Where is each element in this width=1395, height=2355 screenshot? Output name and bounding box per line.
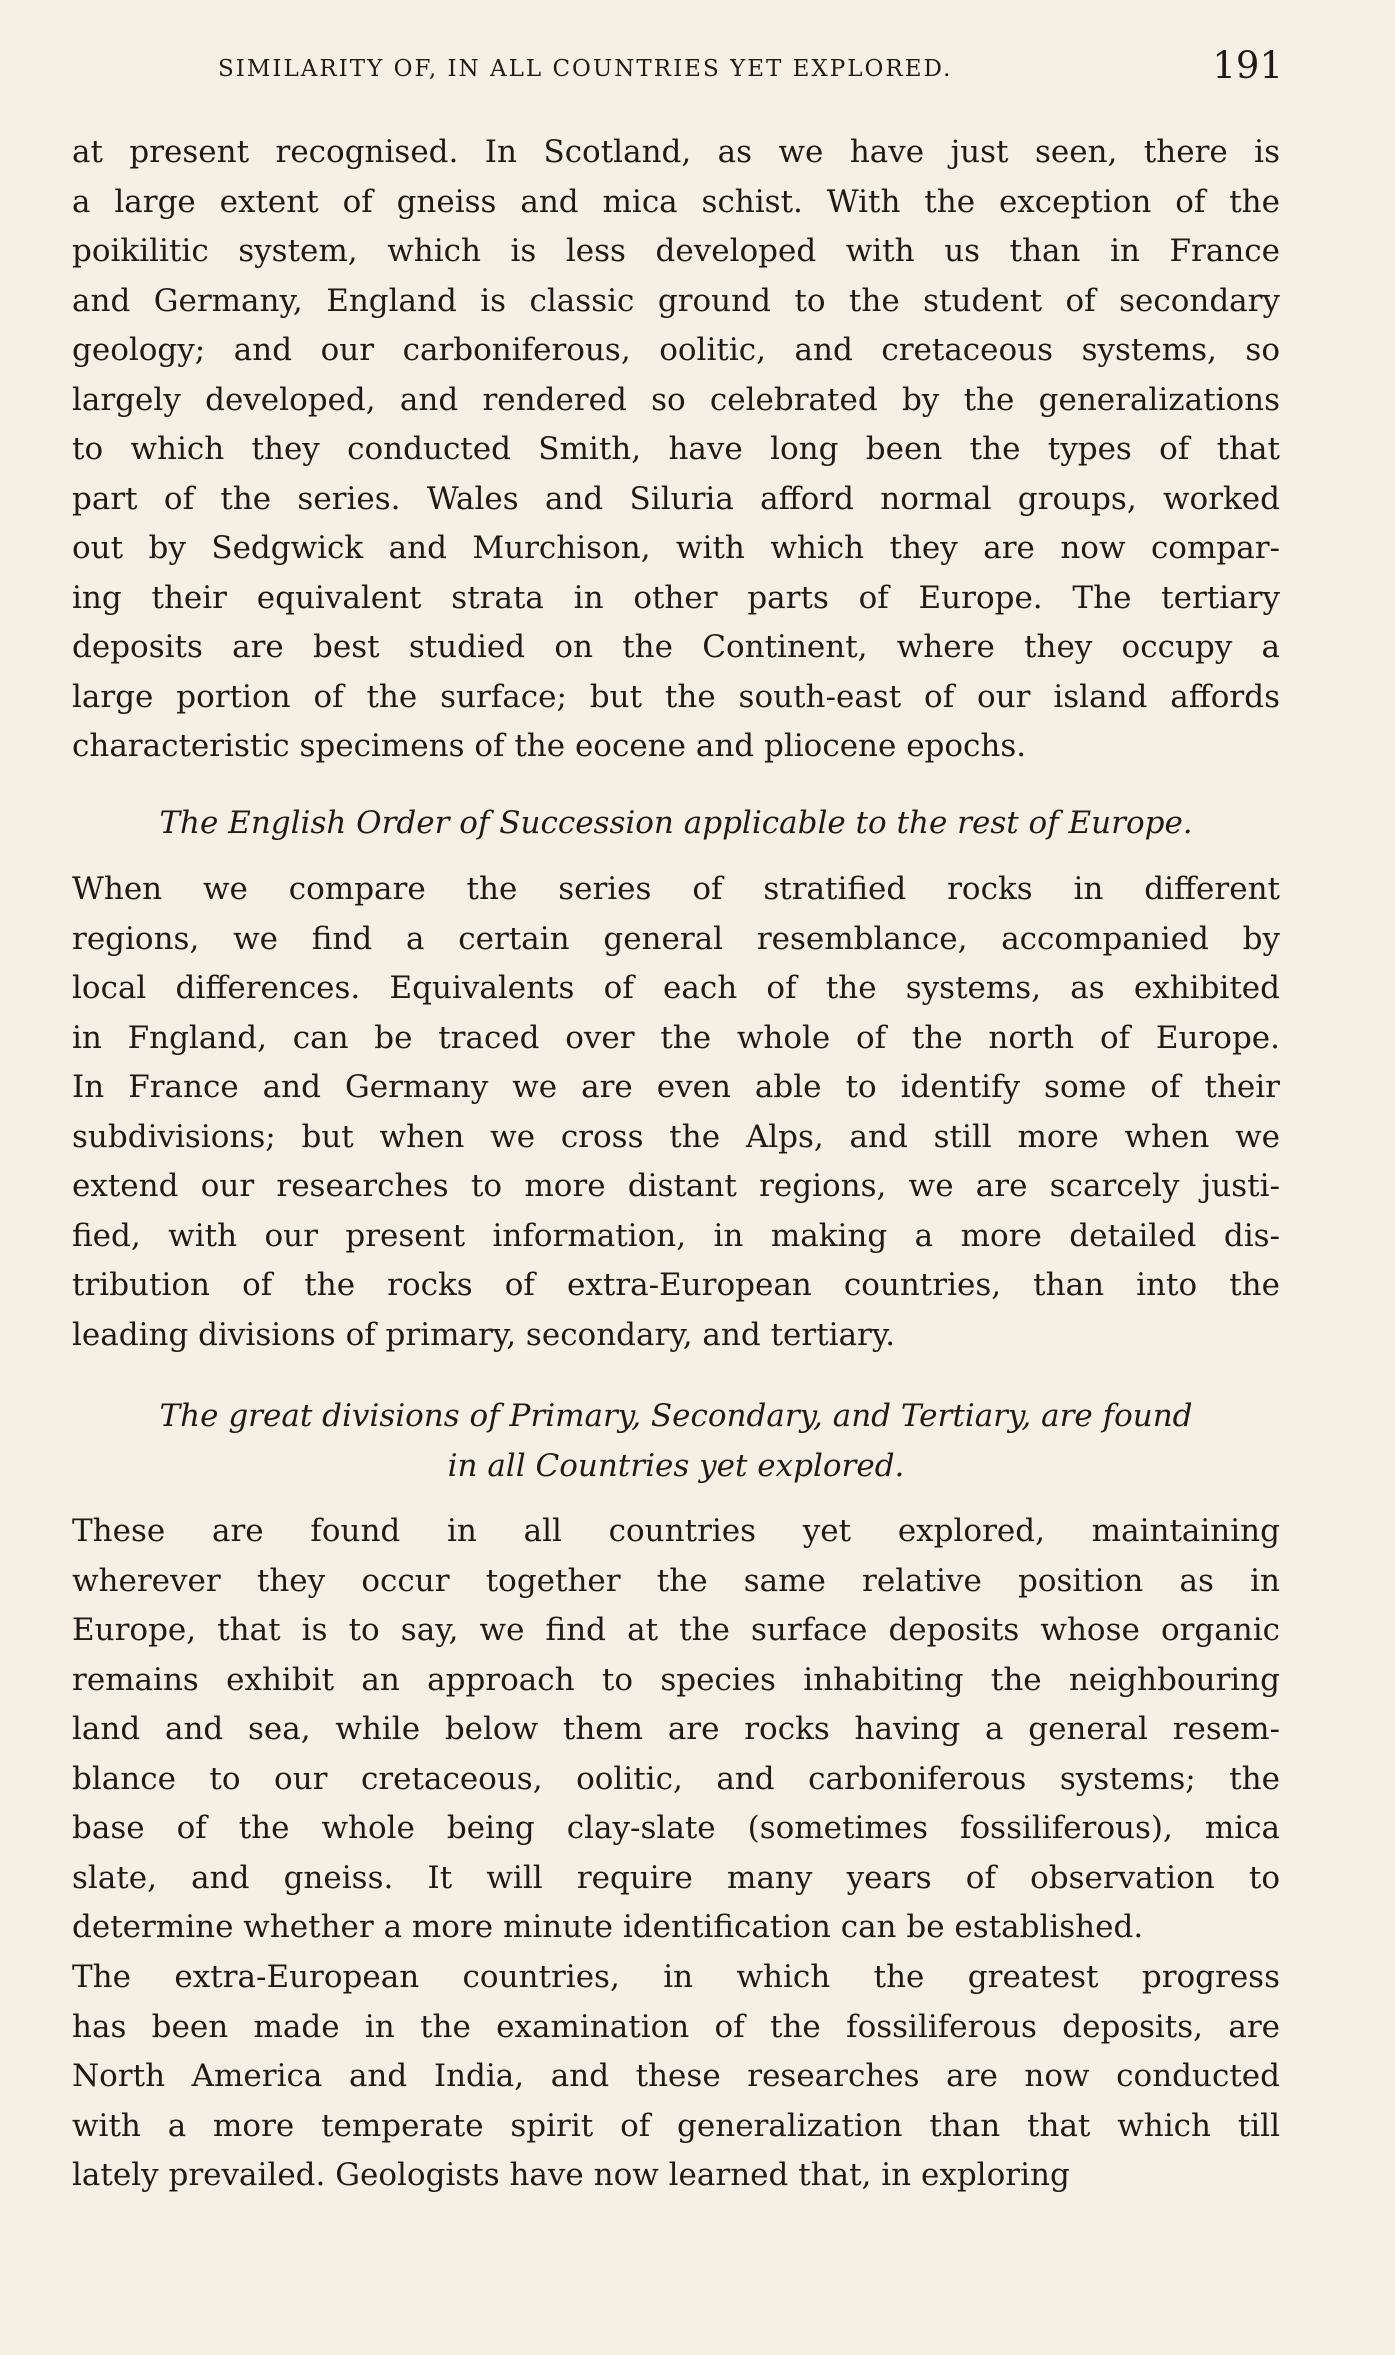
section-heading-great-divisions-line-2: in all Countries yet explored. [447, 1447, 905, 1484]
text-line: a large extent of gneiss and mica schist. With the exception of the [72, 183, 1280, 220]
text-line: poikilitic system, which is less developed with us than in France [72, 233, 1280, 269]
text-line: base of the whole being clay-slate (sometimes fossiliferous), mica [72, 1810, 1280, 1846]
text-line: ing their equivalent strata in other parts of Europe. The tertiary [72, 579, 1280, 616]
text-line: When we compare the series of stratified rocks in different [72, 871, 1280, 907]
text-line: at present recognised. In Scotland, as we have just seen, there is [72, 134, 1280, 170]
section-heading-great-divisions [72, 1392, 1280, 1491]
text-line: largely developed, and rendered so celebrated by the generalizations [72, 381, 1280, 418]
page-number: 191 [1212, 44, 1283, 87]
text-line: North America and India, and these researches are now conducted [72, 2058, 1280, 2094]
text-line: and Germany, England is classic ground to the student of secondary [72, 282, 1280, 319]
section-heading-great-divisions-line-1: The great divisions of Primary, Secondary, and Tertiary, are found [159, 1398, 1193, 1434]
text-line: These are found in all countries yet explored, maintaining [72, 1513, 1280, 1549]
text-line: local differences. Equivalents of each of the systems, as exhibited [72, 970, 1280, 1006]
text-line: land and sea, while below them are rocks having a general resem- [72, 1711, 1280, 1747]
page-header [150, 44, 1283, 96]
paragraph-1 [72, 128, 1280, 772]
text-line: to which they conducted Smith, have long been the types of that [72, 431, 1280, 467]
text-line: lately prevailed. Geologists have now learned that, in exploring [72, 2157, 1070, 2193]
paragraph-2 [72, 865, 1280, 1360]
text-line: slate, and gneiss. It will require many years of observation to [72, 1859, 1280, 1896]
text-line: large portion of the surface; but the south-east of our island affords [72, 678, 1280, 715]
text-line: leading divisions of primary, secondary, and tertiary. [72, 1316, 896, 1353]
text-line: out by Sedgwick and Murchison, with which they are now compar- [72, 530, 1280, 566]
text-line: has been made in the examination of the fossiliferous deposits, are [72, 2008, 1280, 2045]
text-line: regions, we find a certain general resemblance, accompanied by [72, 920, 1280, 957]
paragraph-3 [72, 1507, 1280, 1953]
text-line: The extra-European countries, in which the greatest progress [72, 1959, 1280, 1995]
text-line: determine whether a more minute identification can be established. [72, 1909, 1144, 1945]
text-line: wherever they occur together the same relative position as in [72, 1562, 1280, 1599]
text-line: remains exhibit an approach to species inhabiting the neighbouring [72, 1661, 1280, 1698]
text-line: in Fngland, can be traced over the whole of the north of Europe. [72, 1019, 1280, 1056]
text-line: tribution of the rocks of extra-European countries, than into the [72, 1267, 1280, 1303]
text-line: blance to our cretaceous, oolitic, and carboniferous systems; the [72, 1760, 1280, 1797]
text-line: with a more temperate spirit of generalization than that which till [72, 2107, 1280, 2144]
text-line: In France and Germany we are even able to identify some of their [72, 1069, 1280, 1105]
text-line: extend our researches to more distant regions, we are scarcely justi- [72, 1168, 1280, 1204]
text-line: characteristic specimens of the eocene and pliocene epochs. [72, 728, 1027, 764]
text-line: Europe, that is to say, we find at the surface deposits whose organic [72, 1612, 1280, 1648]
paragraph-4 [72, 1953, 1280, 2201]
text-line: part of the series. Wales and Siluria afford normal groups, worked [72, 480, 1280, 517]
section-heading-english-order: The English Order of Succession applicable to the rest of Europe. [159, 805, 1193, 841]
running-head: SIMILARITY OF, IN ALL COUNTRIES YET EXPLORED. [218, 56, 953, 82]
text-line: geology; and our carboniferous, oolitic, and cretaceous systems, so [72, 332, 1280, 368]
text-line: fied, with our present information, in making a more detailed dis- [72, 1217, 1280, 1254]
text-line: subdivisions; but when we cross the Alps, and still more when we [72, 1118, 1280, 1155]
text-line: deposits are best studied on the Continent, where they occupy a [72, 629, 1280, 665]
